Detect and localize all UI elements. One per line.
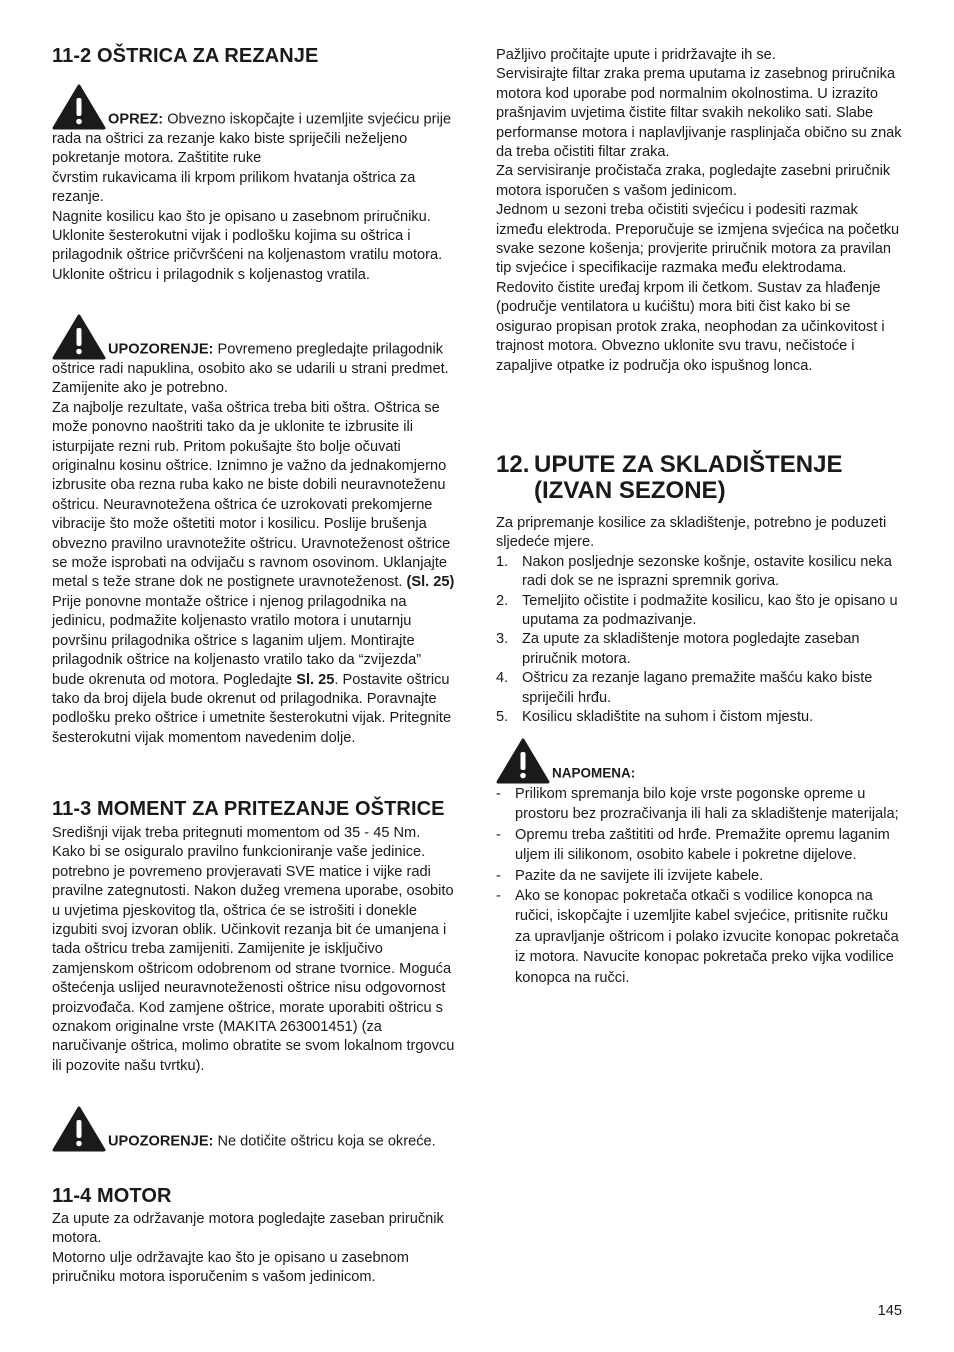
list-item: - Prilikom spremanja bilo koje vrste pogonske opreme u prostoru bez prozračivanja ili hali za skladištenje materijala;	[496, 786, 899, 823]
paragraph: Redovito čistite uređaj krpom ili četkom. Sustav za hlađenje (područje ventilatora u kućištu) mora biti čist kako bi se osigurao propisan protok zraka, neophodan za učinkovitost i trajnost motora. Obvezno uklonite svu travu, nečistoće i zapaljive otpatke iz područja oko ispušnog lonca.	[496, 279, 885, 374]
paragraph: Za najbolje rezultate, vaša oštrica treba biti oštra. Oštrica se može ponovno naoštriti tako da je uklonite te izbrusite ili isturpijate rezni rub. Pritom pokušajte što bolje očuvati originalnu kosinu oštrice. Iznimno je važno da jednakomjerno izbrusite oba rezna ruba kako ne biste dobili neuravnoteženu oštricu. Neuravnotežena oštrica će uzrokovati prekomjerne vibracije što može oštetiti motor i kosilicu. Poslije brušenja obvezno pravilno uravnotežite oštricu. Uravnoteženost oštrice se može isprobati na odvijaču s ravnom osovinom. Uklanjajte metal s teže strane dok ne postignete uravnoteženost. (Sl. 25)	[52, 399, 455, 591]
note-list	[496, 784, 902, 988]
paragraph: Nagnite kosilicu kao što je opisano u zasebnom priručniku. Uklonite šesterokutni vijak i podlošku kojima su oštrica i prilagodnik oštrice pričvršćeni na koljenastom vratilu motora. Uklonite oštricu i prilagodnik s koljenastog vratila.	[52, 208, 443, 283]
caution-block-blade	[52, 84, 456, 285]
list-item: 4. Oštricu za rezanje lagano premažite mašću kako biste spriječili hrđu.	[496, 670, 873, 706]
list-item: 1. Nakon posljednje sezonske košnje, ostavite kosilicu neka radi dok se ne isprazni spremnik goriva.	[496, 553, 892, 590]
paragraph: Središnji vijak treba pritegnuti momentom od 35 - 45 Nm. Kako bi se osiguralo pravilno funkcioniranje vaše jedinice. potrebno je povremeno provjeravati SVE matice i vijke radi pravilne zategnutosti. Nakon dužeg vremena uporabe, osobito u uvjetima pjeskovitog tla, oštrica će se istrošiti i donekle izgubiti svoj izvoran oblik. Učinkovit rezanja bit će umanjena i tada oštricu treba zamijeniti. Zamijenite je isključivo zamjenskom oštricom odobrenom od strane tvornice. Moguća oštećenja uslijed neuravnoteženosti oštrice nisu odgovornost proizvođača. Kod zamjene oštrice, morate uporabiti oštricu s oznakom originalne vrste (MAKITA 263001451) (za naručivanje oštrica, molimo obratite se svom lokalnom trgovcu ili pozovite našu tvrtku).	[52, 825, 455, 1074]
torque-paragraph	[52, 824, 456, 1076]
section-title-11-2: 11-2 OŠTRICA ZA REZANJE	[52, 45, 319, 67]
paragraph: Jednom u sezoni treba očistiti svjećicu i podesiti razmak između elektroda. Preporučuje se izmjena svjećica na početku svake sezone košenja; provjerite priručnik motora za pravilan tip svjećice i specifikacije razmaka među elektrodama.	[496, 202, 900, 277]
storage-steps-list	[496, 553, 902, 728]
warning-text: Povremeno pregledajte prilagodnik oštrice radi napuklina, osobito ako se udarili u strani predmet. Zamijenite ako je potrebno.	[52, 341, 449, 397]
warning-label: UPOZORENJE:	[108, 341, 214, 358]
figure-reference: Sl. 25	[296, 671, 335, 688]
paragraph: Motorno ulje održavajte kao što je opisano u zasebnom priručniku motora isporučenim s vašom jedinicom.	[52, 1249, 409, 1286]
section-number: 12.	[496, 451, 530, 478]
paragraph: Prije ponovne montaže oštrice i njenog prilagodnika na jedinicu, podmažite koljenasto vratilo motora i unutarnju površinu prilagodnika oštrice s laganim uljem. Montirajte prilagodnik oštrice na koljenasto vratilo tako da “zvijezda” bude okrenuta od motora. Pogledajte Sl. 25. Postavite oštricu tako da broj dijela bude okrenut od prilagodnika. Poravnajte podlošku preko oštrice i umetnite šesterokutni vijak. Pritegnite šesterokutni vijak momentom navedenim dolje.	[52, 593, 452, 746]
list-item: - Pazite da ne savijete ili izvijete kabele.	[496, 867, 764, 884]
list-item: 5. Kosilicu skladištite na suhom i čistom mjestu.	[496, 709, 814, 726]
warning-triangle-icon	[52, 314, 106, 360]
warning-triangle-icon	[52, 84, 106, 130]
paragraph: Za pripremanje kosilice za skladištenje, potrebno je poduzeti sljedeće mjere.	[496, 515, 887, 551]
list-item: 2. Temeljito očistite i podmažite kosilicu, kao što je opisano u uputama za podmazivanje.	[496, 592, 898, 629]
note-label: NAPOMENA:	[552, 765, 636, 781]
paragraph: Za servisiranje pročistača zraka, pogledajte zasebni priručnik motora isporučen s vašom jedinicom.	[496, 163, 891, 199]
storage-block	[496, 514, 902, 727]
warning-block-rotating	[52, 1106, 456, 1152]
paragraph: Servisirajte filtar zraka prema uputama iz zasebnog priručnika motora kod uporabe pod normalnim okolnostima. U izrazito prašnjavim uvjetima čistite filtar svakih nekoliko sati. Slabe performanse motora i naplavljivanje rasplinjača obično su znak da treba očistiti filtar zraka.	[496, 66, 902, 161]
warning-triangle-icon	[52, 1106, 106, 1152]
warning-text: Ne dotičite oštricu koja se okreće.	[213, 1133, 436, 1150]
maintenance-paragraphs	[496, 46, 902, 376]
list-item: - Opremu treba zaštititi od hrđe. Premažite opremu laganim uljem ili silikonom, osobito kabele i pokretne dijelove.	[496, 826, 890, 864]
warning-label: UPOZORENJE:	[108, 1133, 214, 1150]
paragraph: čvrstim rukavicama ili krpom prilikom hvatanja oštrica za rezanje.	[52, 169, 416, 206]
section-title-11-3: 11-3 MOMENT ZA PRITEZANJE OŠTRICE	[52, 798, 445, 820]
motor-paragraphs	[52, 1210, 456, 1288]
section-title-11-4: 11-4 MOTOR	[52, 1185, 172, 1207]
paragraph: Pažljivo pročitajte upute i pridržavajte ih se.	[496, 47, 776, 63]
list-item: - Ako se konopac pokretača otkači s vodilice konopca na ručici, iskopčajte i uzemljite kabel svjećice, pritisnite ručku za upravljanje oštricom i polako izvucite konopac pokretača iz motora. Navucite konopac pokretača preko vijka vodilice konopca na ručci.	[496, 888, 899, 986]
list-item: 3. Za upute za skladištenje motora pogledajte zaseban priručnik motora.	[496, 631, 860, 667]
caution-text: Obvezno iskopčajte i uzemljite svjećicu prije rada na oštrici za rezanje kako biste spriječili neželjeno pokretanje motora. Zaštitite ruke	[52, 111, 452, 167]
note-block	[496, 738, 902, 988]
figure-reference: (Sl. 25)	[406, 574, 455, 591]
warning-triangle-icon	[496, 738, 550, 784]
section-heading: UPUTE ZA SKLADIŠTENJE (IZVAN SEZONE)	[534, 451, 843, 504]
caution-label: OPREZ:	[108, 111, 164, 128]
warning-block-adapter	[52, 314, 456, 748]
paragraph: Za upute za održavanje motora pogledajte zaseban priručnik motora.	[52, 1211, 444, 1247]
page-number: 145	[877, 1303, 902, 1319]
